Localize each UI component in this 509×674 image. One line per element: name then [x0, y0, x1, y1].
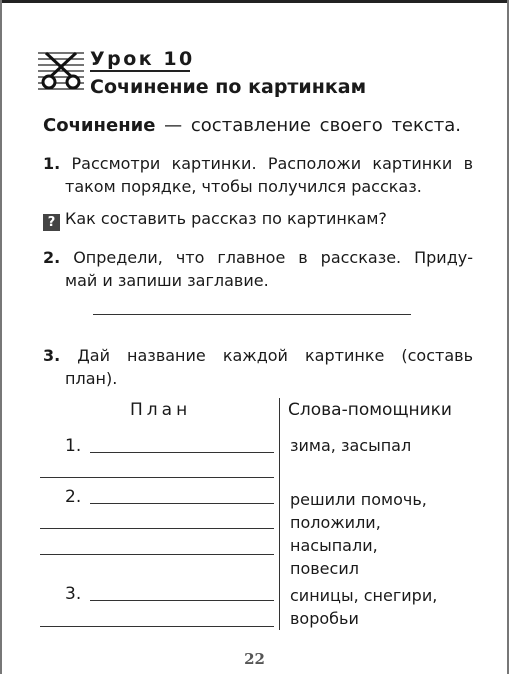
helper-word-line: положили,	[290, 513, 381, 532]
helper-word-line: зима, засыпал	[290, 436, 412, 455]
plan-item-1-line-1[interactable]	[90, 452, 274, 453]
plan-item-3-line-2[interactable]	[40, 626, 274, 627]
page-number: 22	[244, 650, 265, 668]
plan-item-1-line-2[interactable]	[40, 477, 274, 478]
definition-text: — составление своего текста.	[155, 115, 462, 136]
plan-item-2-line-1[interactable]	[90, 503, 274, 504]
helper-word-line: насыпали,	[290, 536, 378, 555]
definition	[43, 115, 461, 136]
task-3	[43, 344, 473, 390]
helper-word-line: воробьи	[290, 609, 359, 628]
task-2-text-1: Определи, что главное в рассказе. Приду-	[73, 248, 473, 267]
helper-word-line: синицы, снегири,	[290, 586, 438, 605]
plan-item-3-number: 3.	[65, 584, 82, 604]
question-icon: ?	[43, 214, 60, 231]
plan-item-2-number: 2.	[65, 487, 82, 507]
title-answer-line[interactable]	[93, 314, 411, 315]
task-1	[43, 152, 473, 198]
task-1-text-1: Рассмотри картинки. Расположи картинки в	[71, 154, 474, 173]
page-top-border	[0, 0, 509, 3]
lesson-number: Урок 10	[90, 48, 195, 70]
task-1-number: 1.	[43, 154, 61, 173]
plan-item-1-number: 1.	[65, 436, 82, 456]
plan-item-2-line-3[interactable]	[40, 554, 274, 555]
scissors-icon	[38, 47, 84, 91]
lesson-title: Сочинение по картинкам	[90, 76, 367, 98]
task-1-line-1	[43, 152, 473, 175]
plan-item-2-line-2[interactable]	[40, 528, 274, 529]
plan-item-3-line-1[interactable]	[90, 600, 274, 601]
definition-term: Сочинение	[43, 115, 156, 136]
task-3-line-1	[43, 344, 473, 367]
task-3-text-1: Дай название каждой картинке (составь	[77, 346, 473, 365]
task-1-line-2: таком порядке, чтобы получился рассказ.	[65, 177, 422, 196]
helper-words-2	[290, 488, 427, 580]
task-2-line-2: май и запиши заглавие.	[65, 271, 269, 290]
question	[43, 209, 387, 231]
task-3-number: 3.	[43, 346, 61, 365]
task-2-number: 2.	[43, 248, 61, 267]
helper-word-line: решили помочь,	[290, 490, 427, 509]
helpers-header: Слова-помощники	[288, 400, 452, 420]
task-2-line-1	[43, 246, 473, 269]
plan-header: План	[130, 400, 192, 420]
task-2	[43, 246, 473, 292]
helper-word-line: повесил	[290, 559, 359, 578]
lesson-underline	[90, 70, 190, 72]
page-left-border	[0, 0, 2, 674]
helper-words-1	[290, 434, 411, 457]
question-text: Как составить рассказ по картинкам?	[65, 209, 387, 228]
column-divider	[279, 398, 280, 630]
helper-words-3	[290, 584, 437, 630]
task-3-line-2: план).	[65, 369, 118, 388]
